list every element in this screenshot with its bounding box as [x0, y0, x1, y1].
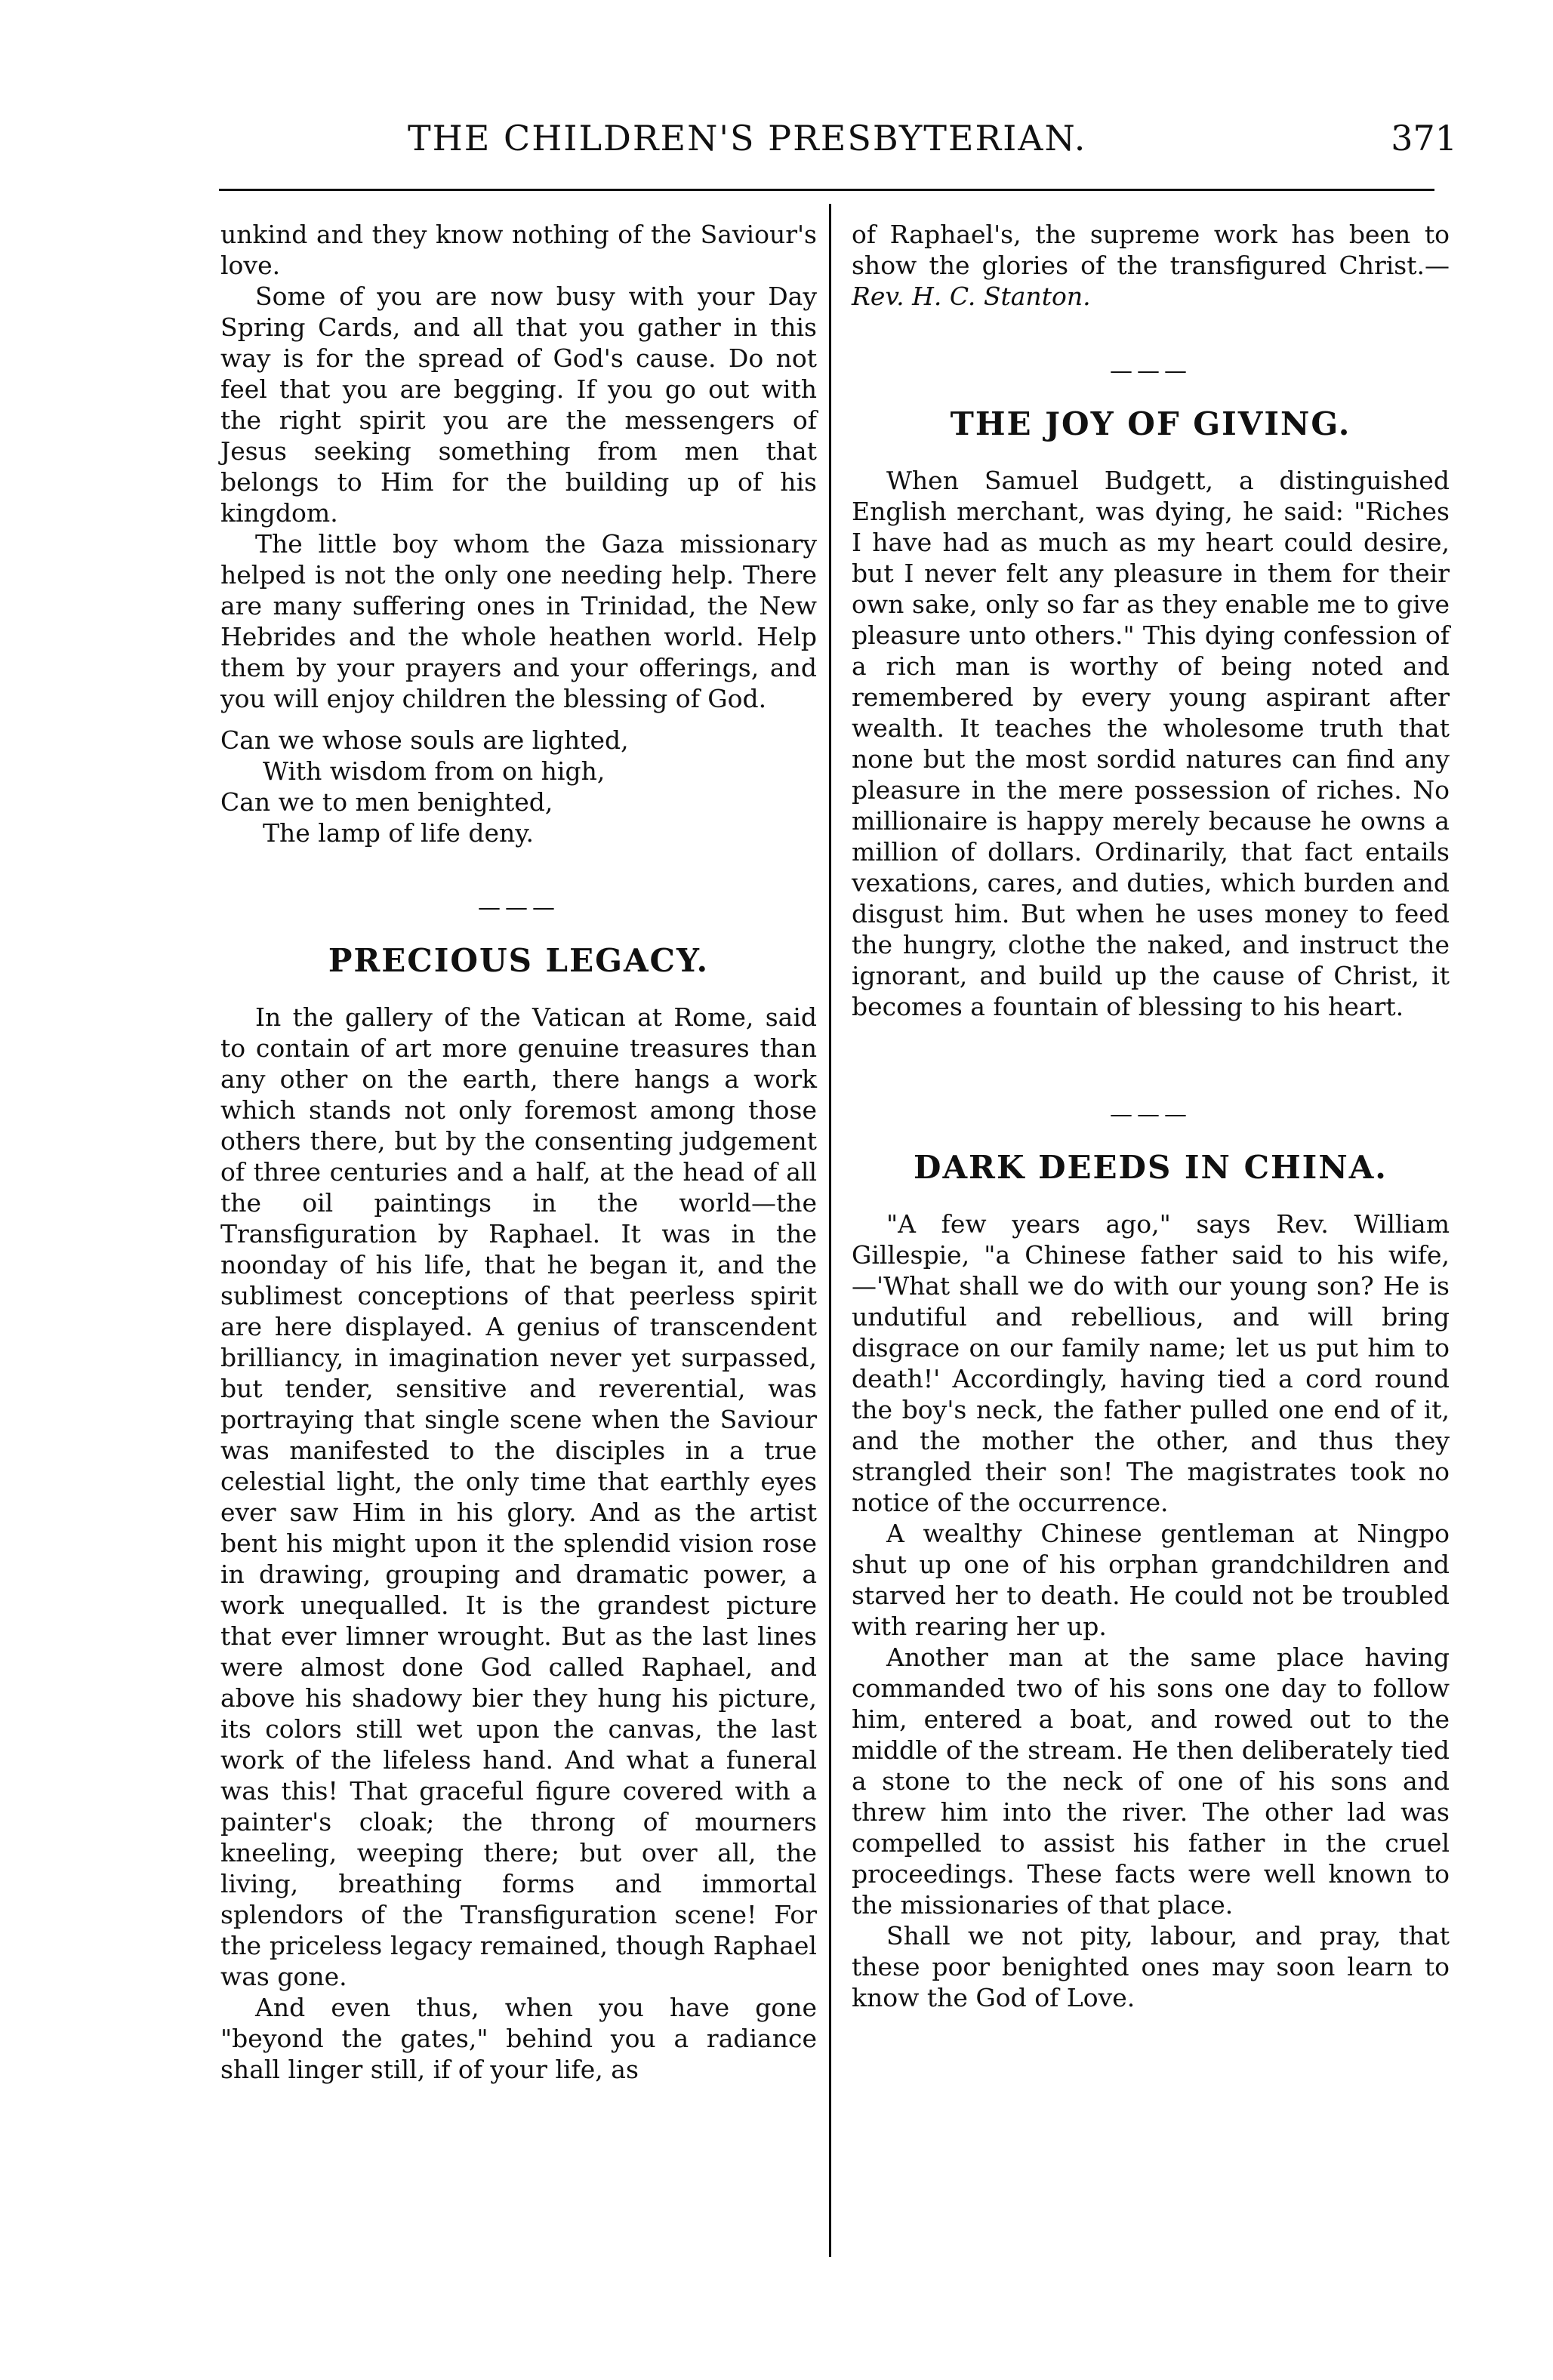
running-header: [219, 113, 1457, 166]
legacy-paragraph-2: And even thus, when you have gone "beyond the gates," behind you a radiance shall linger still, if of your life, as: [220, 1993, 817, 2084]
poem-line: Can we to men benighted,: [220, 787, 553, 817]
section-separator: ———: [478, 894, 559, 921]
author-credit: Rev. H. C. Stanton.: [852, 282, 1091, 311]
header-rule: [219, 189, 1434, 191]
publication-title: THE CHILDREN'S PRESBYTERIAN.: [408, 118, 1087, 159]
china-paragraph-1: "A few years ago," says Rev. William Gillespie, "a Chinese father said to his wife,—'What shall we do with our young son? He is undutiful and rebellious, and will bring disgrace on our family name; let us put him to death!' Accordingly, having tied a cord round the boy's neck, the father pulled one end of it, and the mother the other, and thus they strangled their son! The magistrates took no notice of the occurrence.: [852, 1209, 1450, 1517]
heading-dark-deeds-in-china: DARK DEEDS IN CHINA.: [914, 1149, 1388, 1186]
right-column: [852, 219, 1450, 2013]
heading-precious-legacy: PRECIOUS LEGACY.: [328, 942, 710, 979]
article-continuation-paragraph: unkind and they know nothing of the Saviour's love.: [220, 220, 817, 280]
section-separator: ———: [1110, 1101, 1191, 1128]
left-column: [220, 219, 817, 2085]
giving-paragraph: When Samuel Budgett, a distinguished English merchant, was dying, he said: "Riches I have had as much as my heart could desire, but I never felt any pleasure in them for their own sake, only so far as they enable me to give pleasure unto others." This dying confession of a rich man is worthy of being noted and remembered by every young aspirant after wealth. It teaches the wholesome truth that none but the most sordid natures can find any pleasure in the mere possession of riches. No millionaire is happy merely because he owns a million of dollars. Ordinarily, that fact entails vexations, cares, and duties, which burden and disgust him. But when he uses money to feed the hungry, clothe the naked, and instruct the ignorant, and build up the cause of Christ, it becomes a fountain of blessing to his heart.: [852, 466, 1450, 1021]
page-number: 371: [1391, 118, 1457, 159]
poem-line: With wisdom from on high,: [263, 756, 605, 786]
china-paragraph-4: Shall we not pity, labour, and pray, that these poor benighted ones may soon learn to know the God of Love.: [852, 1921, 1450, 2012]
legacy-continuation-paragraph: [852, 219, 1450, 312]
gaza-paragraph: The little boy whom the Gaza missionary helped is not the only one needing help. There are many suffering ones in Trinidad, the New Hebrides and the whole heathen world. Help them by your prayers and your offerings, and you will enjoy children the blessing of God.: [220, 529, 817, 713]
poem-stanza: [220, 725, 817, 848]
china-paragraph-2: A wealthy Chinese gentleman at Ningpo shut up one of his orphan grandchildren and starved her to death. He could not be troubled with rearing her up.: [852, 1519, 1450, 1641]
heading-joy-of-giving: THE JOY OF GIVING.: [950, 405, 1351, 442]
day-spring-paragraph: Some of you are now busy with your Day Spring Cards, and all that you gather in this way is for the spread of God's cause. Do not feel that you are begging. If you go out with the right spirit you are the messengers of Jesus seeking something from men that belongs to Him for the building up of his kingdom.: [220, 282, 817, 528]
china-paragraph-3: Another man at the same place having commanded two of his sons one day to follow him, entered a boat, and rowed out to the middle of the stream. He then deliberately tied a stone to the neck of one of his sons and threw him into the river. The other lad was compelled to assist his father in the cruel proceedings. These facts were well known to the missionaries of that place.: [852, 1643, 1450, 1920]
legacy-continuation-text: of Raphael's, the supreme work has been to show the glories of the transfigured Christ.—: [852, 220, 1450, 280]
legacy-paragraph: In the gallery of the Vatican at Rome, said to contain of art more genuine treasures than any other on the earth, there hangs a work which stands not only foremost among those others there, but by the consenting judgement of three centuries and a half, at the head of all the oil paintings in the world—the Transfiguration by Raphael. It was in the noonday of his life, that he began it, and the sublimest conceptions of that peerless spirit are here displayed. A genius of transcendent brilliancy, in imagination never yet surpassed, but tender, sensitive and reverential, was portraying that single scene when the Saviour was manifested to the disciples in a true celestial light, the only time that earthly eyes ever saw Him in his glory. And as the artist bent his might upon it the splendid vision rose in drawing, grouping and dramatic power, a work unequalled. It is the grandest picture that ever limner wrought. But as the last lines were almost done God called Raphael, and above his shadowy bier they hung his picture, its colors still wet upon the canvas, the last work of the lifeless hand. And what a funeral was this! That graceful figure covered with a painter's cloak; the throng of mourners kneeling, weeping there; but over all, the living, breathing forms and immortal splendors of the Transfiguration scene! For the priceless legacy remained, though Raphael was gone.: [220, 1002, 817, 1991]
section-separator: ———: [1110, 358, 1191, 384]
poem-line: The lamp of life deny.: [263, 818, 534, 848]
column-divider: [829, 204, 831, 2257]
poem-line: Can we whose souls are lighted,: [220, 725, 629, 755]
